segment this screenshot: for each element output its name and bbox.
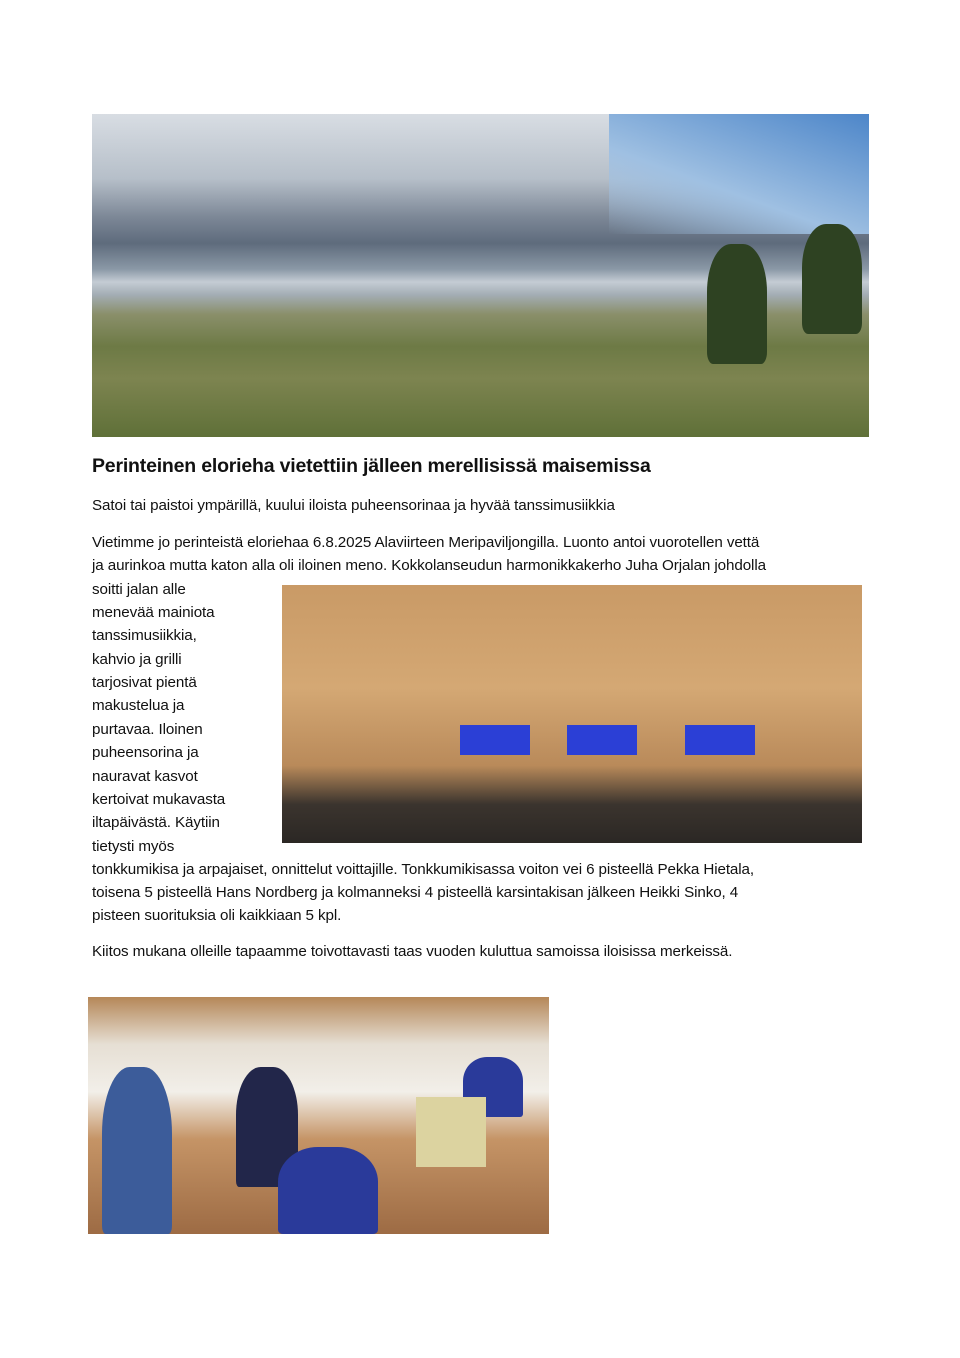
body-line: tonkkumikisa ja arpajaiset, onnittelut voittajille. Tonkkumikisassa voiton vei 6 pisteellä Pekka Hietala, [92,861,755,878]
music-stand [685,725,755,755]
body-line: Vietimme jo perinteistä eloriehaa 6.8.2025 Alaviirteen Meripaviljongilla. Luonto antoi vuorotellen vettä [92,534,760,551]
body-line: kertoivat mukavasta [92,791,226,808]
accordion-band-photo [282,585,862,843]
photo-sky [609,114,869,234]
body-line: makustelua ja [92,697,185,714]
body-line: kahvio ja grilli [92,651,182,668]
body-line: purtavaa. Iloinen [92,721,203,738]
body-line: iltapäivästä. Käytiin [92,814,220,831]
photo-person [102,1067,172,1234]
body-line: tanssimusiikkia, [92,627,197,644]
body-line: tietysti myös [92,838,175,855]
photo-tree [707,244,767,364]
article-subtitle: Satoi tai paistoi ympärillä, kuului iloista puheensorinaa ja hyvää tanssimusiikkia [92,497,615,514]
cafe-photo [88,997,549,1234]
body-line: soitti jalan alle [92,581,186,598]
music-stand [567,725,637,755]
body-line: tarjosivat pientä [92,674,197,691]
body-line: nauravat kasvot [92,768,198,785]
body-line: menevää mainiota [92,604,215,621]
landscape-photo [92,114,869,437]
body-line: pisteen suorituksia oli kaikkiaan 5 kpl. [92,907,342,924]
body-line: toisena 5 pisteellä Hans Nordberg ja kolmanneksi 4 pisteellä karsintakisan jälkeen Heikki Sinko, 4 [92,884,739,901]
photo-person [278,1147,378,1234]
music-stand [460,725,530,755]
article-title: Perinteinen elorieha vietettiin jälleen merellisissä maisemissa [92,455,651,477]
photo-tote-bag [416,1097,486,1167]
body-line: ja aurinkoa mutta katon alla oli iloinen meno. Kokkolanseudun harmonikkakerho Juha Orjalan johdolla [92,557,766,574]
closing-line: Kiitos mukana olleille tapaamme toivottavasti taas vuoden kuluttua samoissa iloisissa merkeissä. [92,943,733,960]
body-line: puheensorina ja [92,744,199,761]
photo-tree [802,224,862,334]
